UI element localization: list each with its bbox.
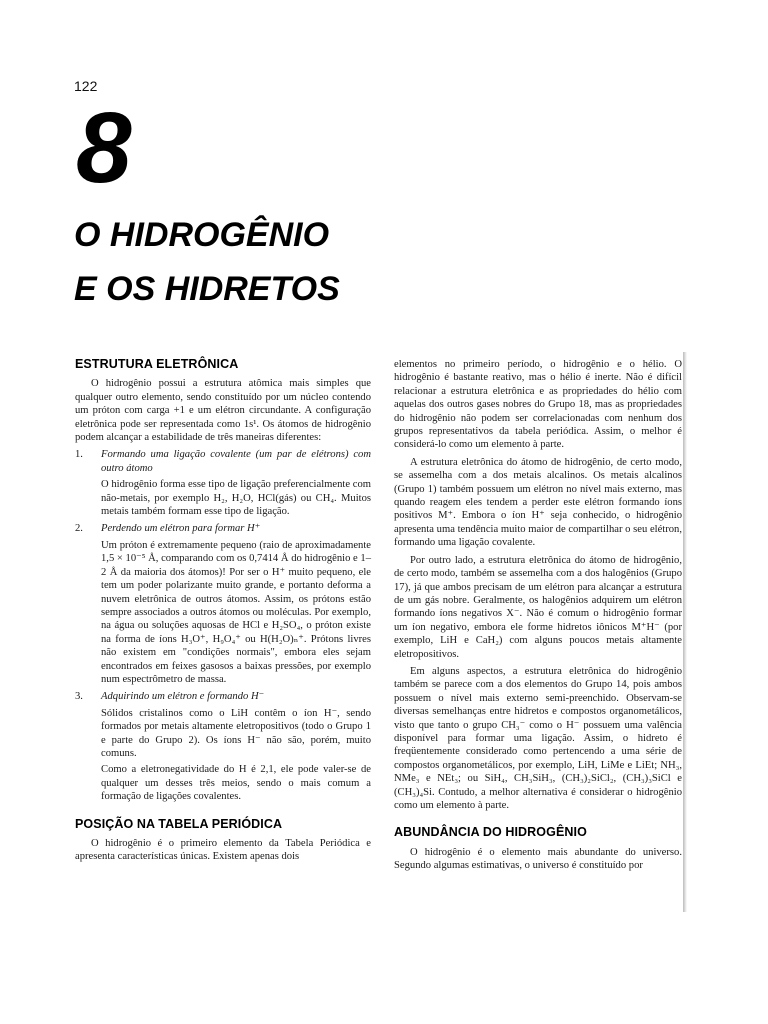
page-number: 122 bbox=[74, 78, 98, 94]
section-heading-abundance: ABUNDÂNCIA DO HIDROGÊNIO bbox=[394, 825, 587, 840]
left-column bbox=[75, 358, 371, 864]
paragraph-alkali-metals: A estrutura eletrônica do átomo de hidrogênio, de certo modo, se assemelha com a dos metais alcalinos. Os metais alcalinos (Grupo 1) também possuem um elétron no nível mais externo, mas quando reagem eles tendem a perder este elétron formando íons positivos M⁺. Embora o íon H⁺ seja conhecido, o hidrogênio apresenta uma tendência muito maior de compartilhar o seu elétron, formando uma ligação covalente. bbox=[394, 456, 682, 549]
paragraph-continuation: elementos no primeiro período, o hidrogênio e o hélio. O hidrogênio é bastante reativo, mas o hélio é inerte. Não é difícil relacionar a estrutura eletrônica e as propriedades do hélio com aquelas dos outros gases nobres do Grupo 18, mas as propriedades do hidrogênio não podem ser correlacionadas com nenhum dos grupos representativos da tabela periódica. Assim, o melhor é considerá-lo como um elemento à parte. bbox=[394, 359, 682, 451]
list-item-number: 2. bbox=[75, 523, 83, 535]
right-column bbox=[394, 358, 682, 873]
list-item-number: 3. bbox=[75, 691, 83, 703]
paragraph-group-14: Em alguns aspectos, a estrutura eletrônica do hidrogênio também se parece com a dos elementos do Grupo 14, pois ambos possuem o nível mais externo semi-preenchido. Observam-se diversas semelhanças entre hidretos e compostos organometálicos, visto que tanto o grupo CH₃⁻ como o H⁻ possuem uma valência disponível para formar uma ligação. Assim, o hidreto é freqüentemente considerado como pertencendo a uma série de compostos organometálicos, por exemplo, LiH, LiMe e LiEt; NH₃, NMe₃ e NEt₃; ou SiH₄, CH₃SiH₃, (CH₃)₂SiCl₂, (CH₃)₃SiCl e (CH₃)₄Si. Contudo, a melhor alternativa é considerar o hidrogênio como um elemento à parte. bbox=[394, 665, 682, 811]
section-paragraph: O hidrogênio é o primeiro elemento da Tabela Periódica e apresenta características únicas. Existem apenas dois bbox=[75, 838, 371, 863]
list-item-number: 1. bbox=[75, 449, 83, 461]
section-paragraph: O hidrogênio é o elemento mais abundante do universo. Segundo algumas estimativas, o universo é constituído por bbox=[394, 846, 682, 872]
list-item bbox=[75, 690, 371, 803]
section-intro-paragraph: O hidrogênio possui a estrutura atômica mais simples que qualquer outro elemento, sendo constituído por um núcleo contendo um próton com carga +1 e um elétron circundante. A configuração eletrônica pode ser representada como 1s¹. Os átomos de hidrogênio podem alcançar a estabilidade de três maneiras diferentes: bbox=[75, 378, 371, 444]
paragraph-halogens: Por outro lado, a estrutura eletrônica do átomo de hidrogênio, de certo modo, também se assemelha com a dos halogênios (Grupo 17), já que ambos precisam de um elétron para alcançar a estrutura de um gás nobre. Geralmente, os halogênios adquirem um elétron formando íons negativos X⁻. Não é comum o hidrogênio formar um íon negativo, embora ele forme hidretos iônicos M⁺H⁻ (por exemplo, LiH e CaH₂) com alguns poucos metais altamente eletropositivos. bbox=[394, 554, 682, 660]
list-item bbox=[75, 522, 371, 686]
chapter-title-line-1: O HIDROGÊNIO bbox=[74, 216, 330, 254]
section-heading-periodic-table: POSIÇÃO NA TABELA PERIÓDICA bbox=[75, 816, 283, 831]
list-item-body: O hidrogênio forma esse tipo de ligação preferencialmente com não-metais, por exemplo H₂, H₂O, HCl(gás) ou CH₄. Muitos metais também formam esse tipo de ligação. bbox=[101, 479, 371, 518]
list-item bbox=[75, 448, 371, 518]
section-heading-electronic-structure: ESTRUTURA ELETRÔNICA bbox=[75, 357, 239, 371]
chapter-title-line-2: E OS HIDRETOS bbox=[74, 270, 340, 308]
list-item-title: Formando uma ligação covalente (um par de elétrons) com outro átomo bbox=[101, 449, 371, 474]
list-item-body: Sólidos cristalinos como o LiH contêm o íon H⁻, sendo formados por metais altamente eletropositivos (todo o Grupo 1 e parte do Grupo 2). Os íons H⁻ não são, porém, muito comuns. bbox=[101, 707, 371, 759]
list-item-title: Adquirindo um elétron e formando H⁻ bbox=[101, 691, 265, 703]
page-binding-shadow bbox=[683, 352, 687, 912]
chapter-title bbox=[74, 208, 340, 316]
list-item-title: Perdendo um elétron para formar H⁺ bbox=[101, 523, 261, 535]
list-item-closing: Como a eletronegatividade do H é 2,1, ele pode valer-se de qualquer um desses três meios, sendo o mais comum a formação de ligações covalentes. bbox=[101, 764, 371, 803]
chapter-number: 8 bbox=[76, 92, 132, 204]
list-item-body: Um próton é extremamente pequeno (raio de aproximadamente 1,5 × 10⁻⁵ Å, comparando com os 0,7414 Å do hidrogênio e 1–2 Å da maioria dos átomos)! Por ser o H⁺ muito pequeno, ele tem um poder polarizante muito grande, e portanto deforma a nuvem eletrônica de outros átomos. Assim, os prótons estão sempre associados a outros átomos ou moléculas. Por exemplo, na água ou soluções aquosas de HCl e H₂SO₄, o próton existe na forma de íons H₃O⁺, H₉O₄⁺ ou H(H₂O)ₙ⁺. Prótons livres não existem em "condições normais", embora eles sejam encontrados em feixes gasosos a baixas pressões, por exemplo num espectrômetro de massa. bbox=[101, 539, 371, 685]
